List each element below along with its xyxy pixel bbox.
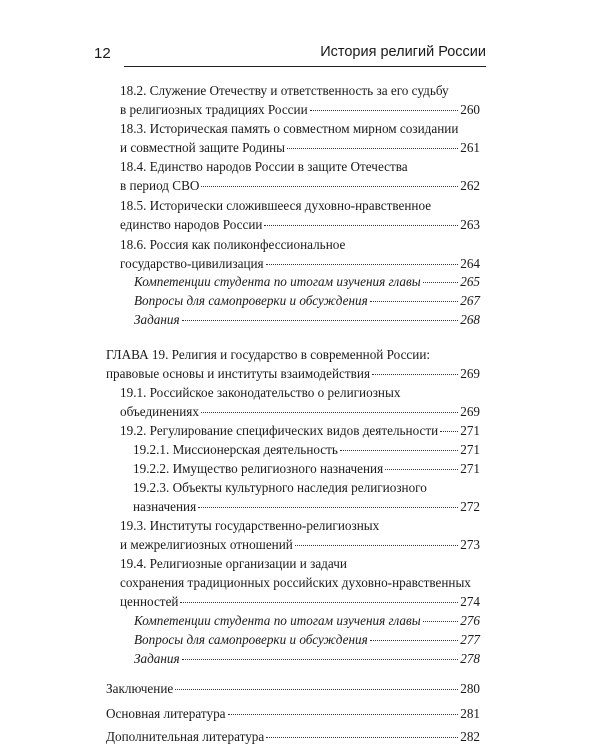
leader-dots [340,450,458,451]
leader-dots [440,431,458,432]
toc-entry-19-3[interactable] [120,536,480,553]
leader-dots [310,110,459,111]
toc-entry-ch18-tasks[interactable] [134,311,480,328]
toc-entry-19-2-1[interactable] [133,441,480,458]
toc-entry-19-2-3-line2: назначения [133,499,197,514]
toc-entry-conclusion[interactable] [106,680,480,697]
toc-entry-text: Дополнительная литература [106,729,265,744]
toc-entry-18-2-line1: 18.2. Служение Отечеству и ответственность за его судьбу [120,83,449,98]
toc-entry-text: Задания [134,312,180,327]
toc-entry-19-2-2[interactable] [133,460,480,477]
toc-page-number: 272 [460,499,480,514]
toc-entry-18-6[interactable] [120,255,480,272]
toc-entry-18-6-line1: 18.6. Россия как поликонфессиональное [120,237,346,252]
toc-page-number: 282 [460,729,480,744]
toc-entry-19-3-line1: 19.3. Институты государственно-религиозных [120,518,380,533]
page-number: 12 [94,45,111,62]
leader-dots [287,148,458,149]
leader-dots [201,186,458,187]
toc-entry-text: 19.2.1. Миссионерская деятельность [133,442,338,457]
toc-page-number: 281 [460,706,480,721]
toc-entry-text: Задания [134,651,180,666]
leader-dots [266,737,458,738]
toc-chapter-19-line1: ГЛАВА 19. Религия и государство в современной России: [106,347,431,362]
toc-entry-19-1-line1: 19.1. Российское законодательство о религиозных [120,385,401,400]
toc-entry-ch19-competencies[interactable] [134,612,480,629]
toc-entry-text: Компетенции студента по итогам изучения главы [134,274,421,289]
toc-entry-main-literature[interactable] [106,705,480,722]
toc-page-number: 277 [460,632,480,647]
toc-entry-text: Компетенции студента по итогам изучения главы [134,613,421,628]
toc-entry-19-4[interactable] [120,593,480,610]
toc-entry-ch19-questions[interactable] [134,631,480,648]
toc-entry-19-4-line1: 19.4. Религиозные организации и задачи [120,556,347,571]
toc-page-number: 271 [460,461,480,476]
toc-entry-19-2-3[interactable] [133,498,480,515]
leader-dots [180,602,458,603]
leader-dots [182,320,459,321]
toc-entry-ch19-tasks[interactable] [134,650,480,667]
leader-dots [385,469,458,470]
leader-dots [198,507,458,508]
toc-entry-text: Заключение [106,681,174,696]
toc-chapter-19-line2: правовые основы и институты взаимодействия [106,366,371,381]
toc-entry-18-2-line2: в религиозных традициях России [120,102,308,117]
toc-entry-ch18-competencies[interactable] [134,273,480,290]
toc-entry-text: 19.2. Регулирование специфических видов деятельности [120,423,439,438]
toc-page-number: 264 [460,256,480,271]
toc-page-number: 263 [460,217,480,232]
toc-entry-text: Вопросы для самопроверки и обсуждения [134,632,368,647]
leader-dots [175,689,458,690]
toc-entry-18-3-line1: 18.3. Историческая память о совместном мирном созидании [120,121,459,136]
toc-entry-19-3-line2: и межрелигиозных отношений [120,537,293,552]
leader-dots [370,640,458,641]
toc-entry-18-4-line1: 18.4. Единство народов России в защите Отечества [120,159,408,174]
toc-page-number: 271 [460,442,480,457]
toc-page-number: 262 [460,178,480,193]
toc-entry-18-4[interactable] [120,177,480,194]
toc-entry-18-3[interactable] [120,139,480,156]
toc-chapter-19[interactable] [106,365,480,382]
leader-dots [423,282,459,283]
toc-entry-18-4-line2: в период СВО [120,178,200,193]
leader-dots [423,621,459,622]
toc-entry-additional-literature[interactable] [106,728,480,745]
toc-page-number: 269 [460,404,480,419]
toc-page-number: 274 [460,594,480,609]
toc-page-number: 260 [460,102,480,117]
leader-dots [295,545,458,546]
toc-page-number: 269 [460,366,480,381]
toc-entry-ch18-questions[interactable] [134,292,480,309]
toc-page-number: 278 [460,651,480,666]
toc-page-number: 280 [460,681,480,696]
toc-entry-19-2[interactable] [120,422,480,439]
toc-entry-18-2[interactable] [120,101,480,118]
toc-entry-18-5[interactable] [120,216,480,233]
toc-entry-19-4-line2: сохранения традиционных российских духовно-нравственных [120,575,471,590]
toc-page-number: 261 [460,140,480,155]
toc-page-number: 276 [460,613,480,628]
leader-dots [182,659,459,660]
leader-dots [372,374,458,375]
leader-dots [228,714,459,715]
toc-entry-19-1[interactable] [120,403,480,420]
leader-dots [266,264,459,265]
toc-entry-19-1-line2: объединениях [120,404,199,419]
toc-entry-19-2-3-line1: 19.2.3. Объекты культурного наследия религиозного [133,480,427,495]
toc-entry-18-3-line2: и совместной защите Родины [120,140,286,155]
running-title: История религий России [320,44,486,60]
toc-entry-18-6-line2: государство-цивилизация [120,256,264,271]
toc-entry-text: 19.2.2. Имущество религиозного назначения [133,461,384,476]
toc-page-number: 268 [460,312,480,327]
leader-dots [201,412,458,413]
toc-entry-text: Основная литература [106,706,226,721]
toc-entry-18-5-line2: единство народов России [120,217,263,232]
leader-dots [370,301,458,302]
toc-page-number: 271 [460,423,480,438]
toc-entry-text: Вопросы для самопроверки и обсуждения [134,293,368,308]
toc-entry-19-4-line3: ценностей [120,594,179,609]
toc-page-number: 265 [460,274,480,289]
toc-page-number: 273 [460,537,480,552]
toc-entry-18-5-line1: 18.5. Исторически сложившееся духовно-нравственное [120,198,432,213]
leader-dots [264,225,458,226]
toc-page-number: 267 [460,293,480,308]
